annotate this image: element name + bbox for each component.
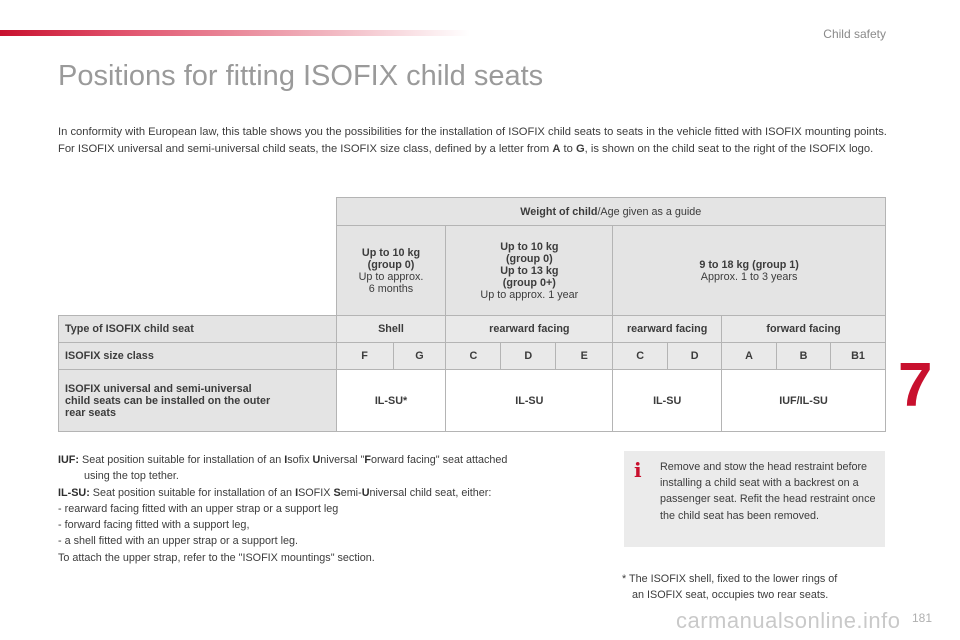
row-label-type: Type of ISOFIX child seat (59, 316, 337, 343)
size-cell: G (393, 343, 446, 370)
closing-note: To attach the upper strap, refer to the "ISOFIX mountings" section. (58, 551, 375, 564)
group-age: Up to approx. (358, 270, 424, 283)
section-title: Child safety (823, 27, 886, 41)
table-corner (59, 198, 337, 226)
type-cell: rearward facing (446, 316, 613, 343)
iuf-note-continued: using the top tether. (84, 470, 179, 483)
weight-header-bold: Weight of child (520, 205, 598, 218)
size-cell: A (722, 343, 777, 370)
note-letter: U (361, 486, 370, 499)
row-label-size: ISOFIX size class (59, 343, 337, 370)
intro-paragraph-2 (58, 141, 898, 158)
install-cell: IUF/IL-SU (722, 370, 886, 432)
group-name: (group 0) (367, 258, 415, 271)
intro-text (58, 124, 898, 158)
size-cell: B (777, 343, 831, 370)
group-weight: 9 to 18 kg (group 1) (699, 258, 799, 271)
install-cell: IL-SU (613, 370, 722, 432)
note-letter: I (295, 486, 299, 499)
note-text: niversal " (320, 454, 365, 466)
header-accent-bar (0, 30, 470, 36)
page-number: 181 (912, 611, 933, 625)
intro-text-part: For ISOFIX universal and semi-universal child seats, the ISOFIX size class, defined by a letter from (58, 143, 553, 155)
chapter-number: 7 (898, 351, 933, 420)
note-letter: U (312, 454, 321, 466)
watermark: carmanualsonline.info (676, 608, 901, 633)
note-text: emi- (340, 486, 362, 499)
size-cell: B1 (830, 343, 885, 370)
size-cell: D (668, 343, 722, 370)
ilsu-key: IL-SU: (58, 486, 90, 499)
size-cell: C (613, 343, 668, 370)
list-item: - forward facing fitted with a support leg, (58, 519, 250, 532)
legend-notes (58, 452, 598, 566)
group-weight: Up to 10 kg (500, 240, 559, 253)
footnote-line: an ISOFIX seat, occupies two rear seats. (632, 589, 829, 602)
table-corner (59, 226, 337, 316)
row-label-install (59, 370, 337, 432)
size-cell: E (556, 343, 613, 370)
note-letter: S (333, 486, 341, 499)
install-cell: IL-SU* (336, 370, 446, 432)
intro-text-part: , is shown on the child seat to the right of the ISOFIX logo. (584, 143, 874, 155)
group-weight: Up to 13 kg (500, 264, 559, 277)
group-1-header (613, 226, 886, 316)
note-text: niversal child seat, either: (369, 486, 492, 499)
ilsu-note (58, 485, 598, 501)
info-icon: i (634, 458, 642, 482)
type-cell: forward facing (722, 316, 886, 343)
note-text: Seat position suitable for installation of an (79, 454, 285, 466)
list-item: - rearward facing fitted with an upper strap or a support leg (58, 502, 339, 515)
isofix-table (58, 197, 886, 432)
group-0plus-header (446, 226, 613, 316)
note-text: SOFIX (298, 486, 334, 499)
info-text: Remove and stow the head restraint before installing a child seat with a backrest on a passenger seat. Refit the head restraint once the child seat has been removed. (660, 461, 876, 522)
row-label-line: ISOFIX universal and semi-universal (65, 382, 252, 395)
iuf-note (58, 452, 598, 468)
footnote-line: * The ISOFIX shell, fixed to the lower rings of (622, 573, 838, 585)
intro-paragraph-1: In conformity with European law, this table shows you the possibilities for the installation of ISOFIX child seats to seats in the vehicle fitted with ISOFIX mounting points. (58, 126, 887, 138)
note-text: sofix (287, 454, 313, 466)
group-name: (group 0+) (502, 276, 556, 289)
intro-letter-g: G (575, 143, 585, 155)
type-cell: Shell (336, 316, 446, 343)
group-age: Approx. 1 to 3 years (700, 270, 798, 283)
type-cell: rearward facing (613, 316, 722, 343)
weight-header-rest: /Age given as a guide (597, 205, 702, 218)
note-text: Seat position suitable for installation of an (89, 486, 296, 499)
install-cell: IL-SU (446, 370, 613, 432)
group-age: Up to approx. 1 year (480, 288, 579, 301)
footnote (622, 571, 892, 604)
size-cell: C (446, 343, 501, 370)
group-weight: Up to 10 kg (361, 246, 421, 259)
note-letter: F (364, 454, 371, 466)
page-title: Positions for fitting ISOFIX child seats (58, 60, 544, 92)
list-item: - a shell fitted with an upper strap or a support leg. (58, 535, 299, 548)
size-cell: F (336, 343, 393, 370)
note-text: orward facing" seat attached (370, 454, 508, 466)
row-label-line: rear seats (65, 406, 117, 419)
group-name: (group 0) (505, 252, 553, 265)
size-cell: D (501, 343, 556, 370)
intro-text-part: to (560, 143, 576, 155)
iuf-key: IUF: (58, 454, 79, 466)
group-0-header (336, 226, 446, 316)
intro-letter-a: A (552, 143, 561, 155)
note-letter: I (284, 454, 288, 466)
weight-header (336, 198, 885, 226)
group-age: 6 months (368, 282, 414, 295)
info-box (624, 451, 885, 547)
row-label-line: child seats can be installed on the outer (65, 394, 271, 407)
